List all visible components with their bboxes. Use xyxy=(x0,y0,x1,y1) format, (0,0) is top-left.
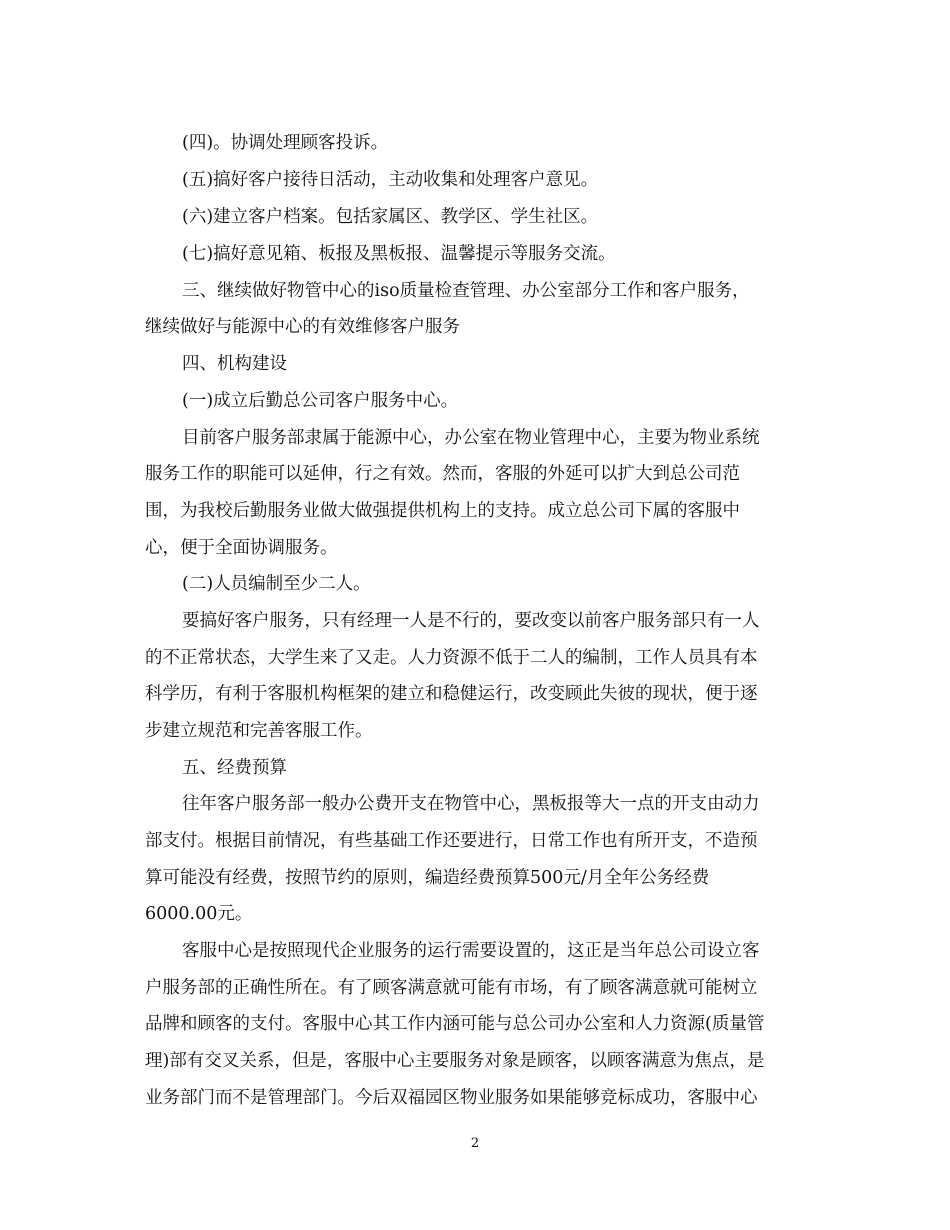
text-line: (四)。协调处理顾客投诉。 xyxy=(182,133,389,153)
text-line: 目前客户服务部隶属于能源中心，办公室在物业管理中心，主要为物业系统 xyxy=(182,428,760,448)
text-line: 科学历，有利于客服机构框架的建立和稳健运行，改变顾此失彼的现状，便于逐 xyxy=(145,684,758,704)
text-line: (一)成立后勤总公司客户服务中心。 xyxy=(182,391,459,411)
text-line: 6000.00元。 xyxy=(145,904,253,924)
text-line: 继续做好与能源中心的有效维修客户服务 xyxy=(145,317,460,337)
page-number: 2 xyxy=(470,1136,480,1151)
text-line: 往年客户服务部一般办公费开支在物管中心，黑板报等大一点的开支由动力 xyxy=(182,794,760,814)
text-line: 围，为我校后勤服务业做大做强提供机构上的支持。成立总公司下属的客服中 xyxy=(145,501,740,521)
section-heading: 五、经费预算 xyxy=(182,758,287,778)
text-line: 业务部门而不是管理部门。今后双福园区物业服务如果能够竞标成功，客服中心 xyxy=(145,1088,758,1108)
text-line: (六)建立客户档案。包括家属区、教学区、学生社区。 xyxy=(182,207,599,227)
text-line: 要搞好客户服务，只有经理一人是不行的，要改变以前客户服务部只有一人 xyxy=(182,611,760,631)
text-line: 步建立规范和完善客服工作。 xyxy=(145,721,373,741)
text-line: 算可能没有经费，按照节约的原则，编造经费预算500元/月全年公务经费 xyxy=(145,868,710,888)
text-line: 理)部有交叉关系，但是，客服中心主要服务对象是顾客，以顾客满意为焦点，是 xyxy=(145,1051,765,1071)
text-line: 的不正常状态，大学生来了又走。人力资源不低于二人的编制，工作人员具有本 xyxy=(145,648,758,668)
text-line: 客服中心是按照现代企业服务的运行需要设置的，这正是当年总公司设立客 xyxy=(182,941,760,961)
text-line: (七)搞好意见箱、板报及黑板报、温馨提示等服务交流。 xyxy=(182,244,616,264)
section-heading: 三、继续做好物管中心的iso质量检查管理、办公室部分工作和客户服务， xyxy=(182,281,750,301)
text-line: 服务工作的职能可以延伸，行之有效。然而，客服的外延可以扩大到总公司范 xyxy=(145,464,740,484)
text-line: 心，便于全面协调服务。 xyxy=(145,538,338,558)
section-heading: 四、机构建设 xyxy=(182,354,287,374)
text-line: 户服务部的正确性所在。有了顾客满意就可能有市场，有了顾客满意就可能树立 xyxy=(145,978,758,998)
text-line: (二)人员编制至少二人。 xyxy=(182,574,371,594)
text-line: (五)搞好客户接待日活动，主动收集和处理客户意见。 xyxy=(182,170,599,190)
text-line: 部支付。根据目前情况，有些基础工作还要进行，日常工作也有所开支，不造预 xyxy=(145,831,758,851)
text-line: 品牌和顾客的支付。客服中心其工作内涵可能与总公司办公室和人力资源(质量管 xyxy=(145,1014,765,1034)
